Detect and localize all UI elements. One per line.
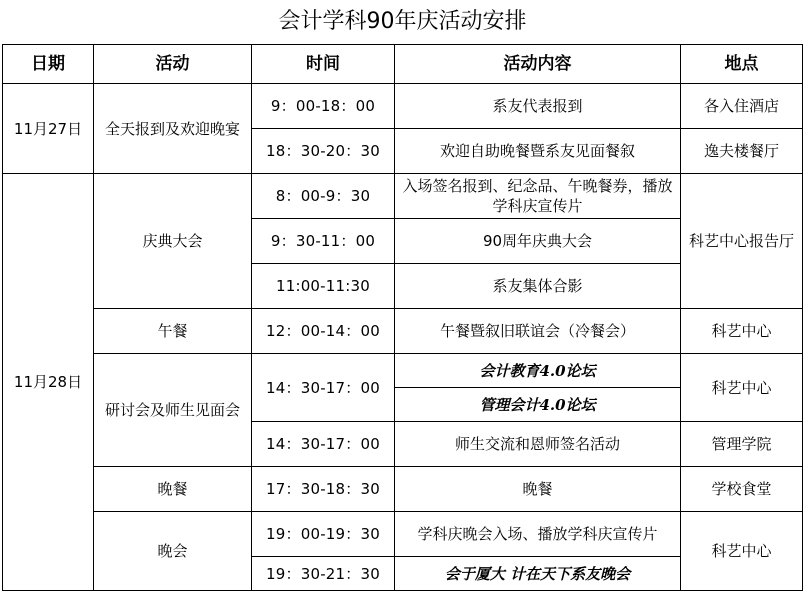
date-cell: 11月28日 — [3, 174, 94, 591]
table-row — [3, 354, 803, 388]
time-cell: 8：00-9：30 — [252, 174, 395, 219]
time-cell: 14：30-17：00 — [252, 354, 395, 422]
table-row — [3, 84, 803, 129]
location-cell: 科艺中心 — [681, 512, 803, 591]
activity-cell: 晚会 — [94, 512, 252, 591]
content-cell: 午餐暨叙旧联谊会（冷餐会） — [395, 309, 681, 354]
table-row — [3, 467, 803, 512]
header-date: 日期 — [3, 45, 94, 84]
location-cell: 科艺中心 — [681, 354, 803, 422]
location-cell: 各入住酒店 — [681, 84, 803, 129]
time-cell: 9：30-11：00 — [252, 219, 395, 264]
time-cell: 17：30-18：30 — [252, 467, 395, 512]
content-cell: 学科庆晚会入场、播放学科庆宣传片 — [395, 512, 681, 557]
page-title: 会计学科90年庆活动安排 — [278, 9, 527, 34]
date-cell: 11月27日 — [3, 84, 94, 174]
activity-cell: 庆典大会 — [94, 174, 252, 309]
content-cell: 师生交流和恩师签名活动 — [395, 422, 681, 467]
content-cell: 管理会计4.0论坛 — [395, 388, 681, 422]
time-cell: 11:00-11:30 — [252, 264, 395, 309]
activity-cell: 研讨会及师生见面会 — [94, 354, 252, 467]
location-cell: 学校食堂 — [681, 467, 803, 512]
time-cell: 19：00-19：30 — [252, 512, 395, 557]
time-cell: 9：00-18：00 — [252, 84, 395, 129]
header-row — [3, 45, 803, 84]
header-content: 活动内容 — [395, 45, 681, 84]
header-time: 时间 — [252, 45, 395, 84]
content-cell: 90周年庆典大会 — [395, 219, 681, 264]
time-cell: 19：30-21：30 — [252, 557, 395, 591]
time-cell: 14：30-17：00 — [252, 422, 395, 467]
time-cell: 12：00-14：00 — [252, 309, 395, 354]
time-cell: 18：30-20：30 — [252, 129, 395, 174]
content-cell: 会计教育4.0论坛 — [395, 354, 681, 388]
location-cell: 管理学院 — [681, 422, 803, 467]
activity-cell: 晚餐 — [94, 467, 252, 512]
location-cell: 逸夫楼餐厅 — [681, 129, 803, 174]
header-activity: 活动 — [94, 45, 252, 84]
table-row — [3, 309, 803, 354]
header-location: 地点 — [681, 45, 803, 84]
table-row — [3, 174, 803, 219]
schedule-table — [2, 44, 803, 591]
location-cell: 科艺中心报告厅 — [681, 174, 803, 309]
location-cell: 科艺中心 — [681, 309, 803, 354]
content-cell: 晚餐 — [395, 467, 681, 512]
activity-cell: 全天报到及欢迎晚宴 — [94, 84, 252, 174]
table-row — [3, 512, 803, 557]
content-cell: 系友集体合影 — [395, 264, 681, 309]
content-cell: 系友代表报到 — [395, 84, 681, 129]
content-cell: 会于厦大 计在天下系友晚会 — [395, 557, 681, 591]
activity-cell: 午餐 — [94, 309, 252, 354]
content-cell: 入场签名报到、纪念品、午晚餐券，播放学科庆宣传片 — [395, 174, 681, 219]
content-cell: 欢迎自助晚餐暨系友见面餐叙 — [395, 129, 681, 174]
